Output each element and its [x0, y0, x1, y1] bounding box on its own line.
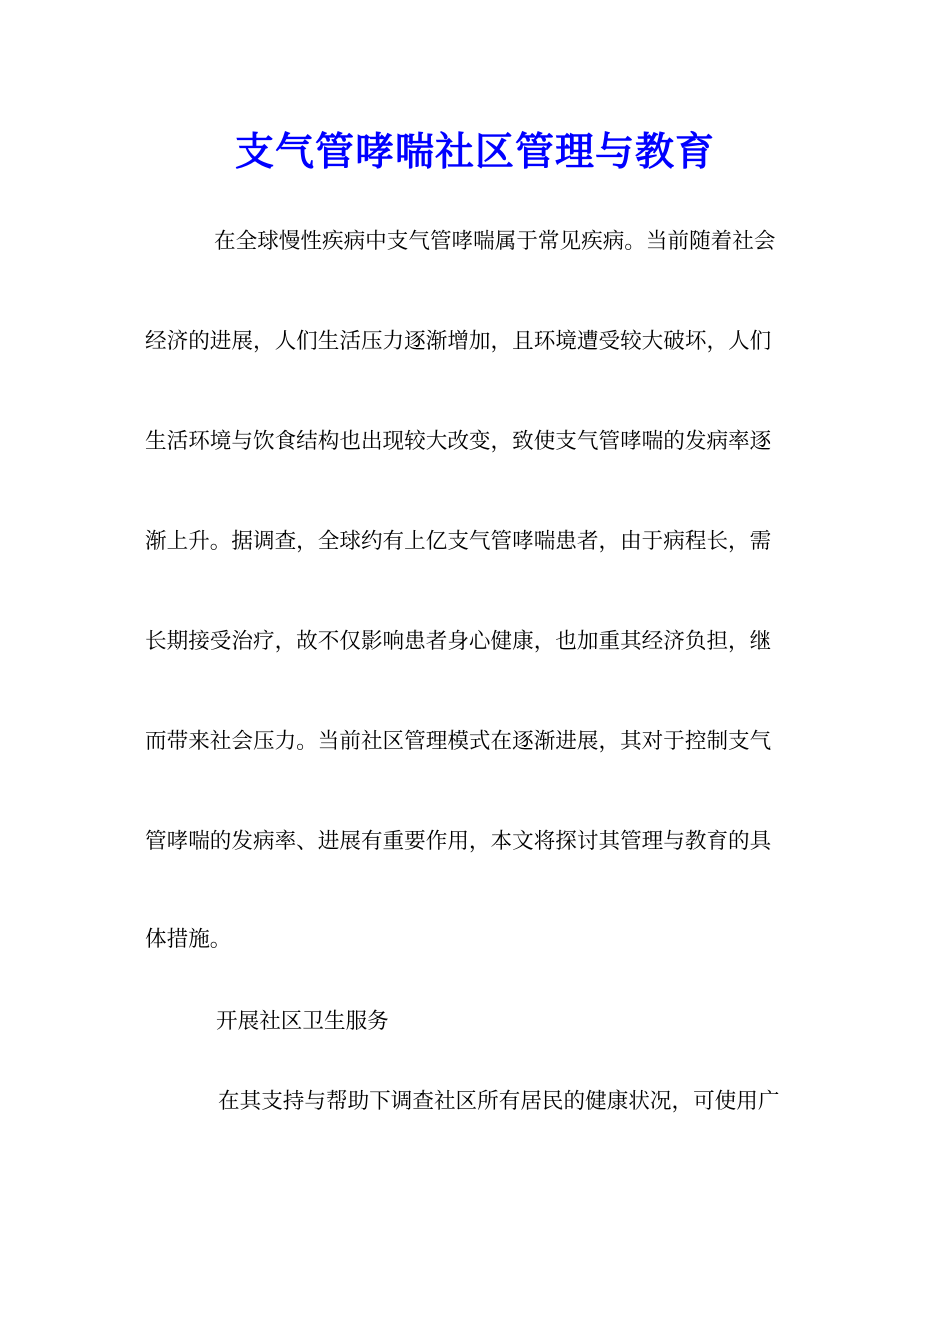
section-heading: 开展社区卫生服务 — [216, 1009, 389, 1034]
intro-line-5: 长期接受治疗，故不仅影响患者身心健康，也加重其经济负担，继 — [145, 629, 772, 654]
intro-line-6: 而带来社会压力。当前社区管理模式在逐渐进展，其对于控制支气 — [145, 729, 772, 754]
section-first-line: 在其支持与帮助下调查社区所有居民的健康状况，可使用广 — [218, 1089, 780, 1114]
document-title: 支气管哮喘社区管理与教育 — [234, 129, 715, 175]
intro-line-1: 在全球慢性疾病中支气管哮喘属于常见疾病。当前随着社会 — [214, 229, 776, 254]
intro-line-3: 生活环境与饮食结构也出现较大改变，致使支气管哮喘的发病率逐 — [145, 429, 772, 454]
intro-line-4: 渐上升。据调查，全球约有上亿支气管哮喘患者，由于病程长，需 — [145, 529, 772, 554]
intro-line-7: 管哮喘的发病率、进展有重要作用，本文将探讨其管理与教育的具 — [145, 829, 772, 854]
intro-line-2: 经济的进展，人们生活压力逐渐增加，且环境遭受较大破坏，人们 — [145, 329, 772, 354]
intro-line-8: 体措施。 — [145, 927, 232, 952]
